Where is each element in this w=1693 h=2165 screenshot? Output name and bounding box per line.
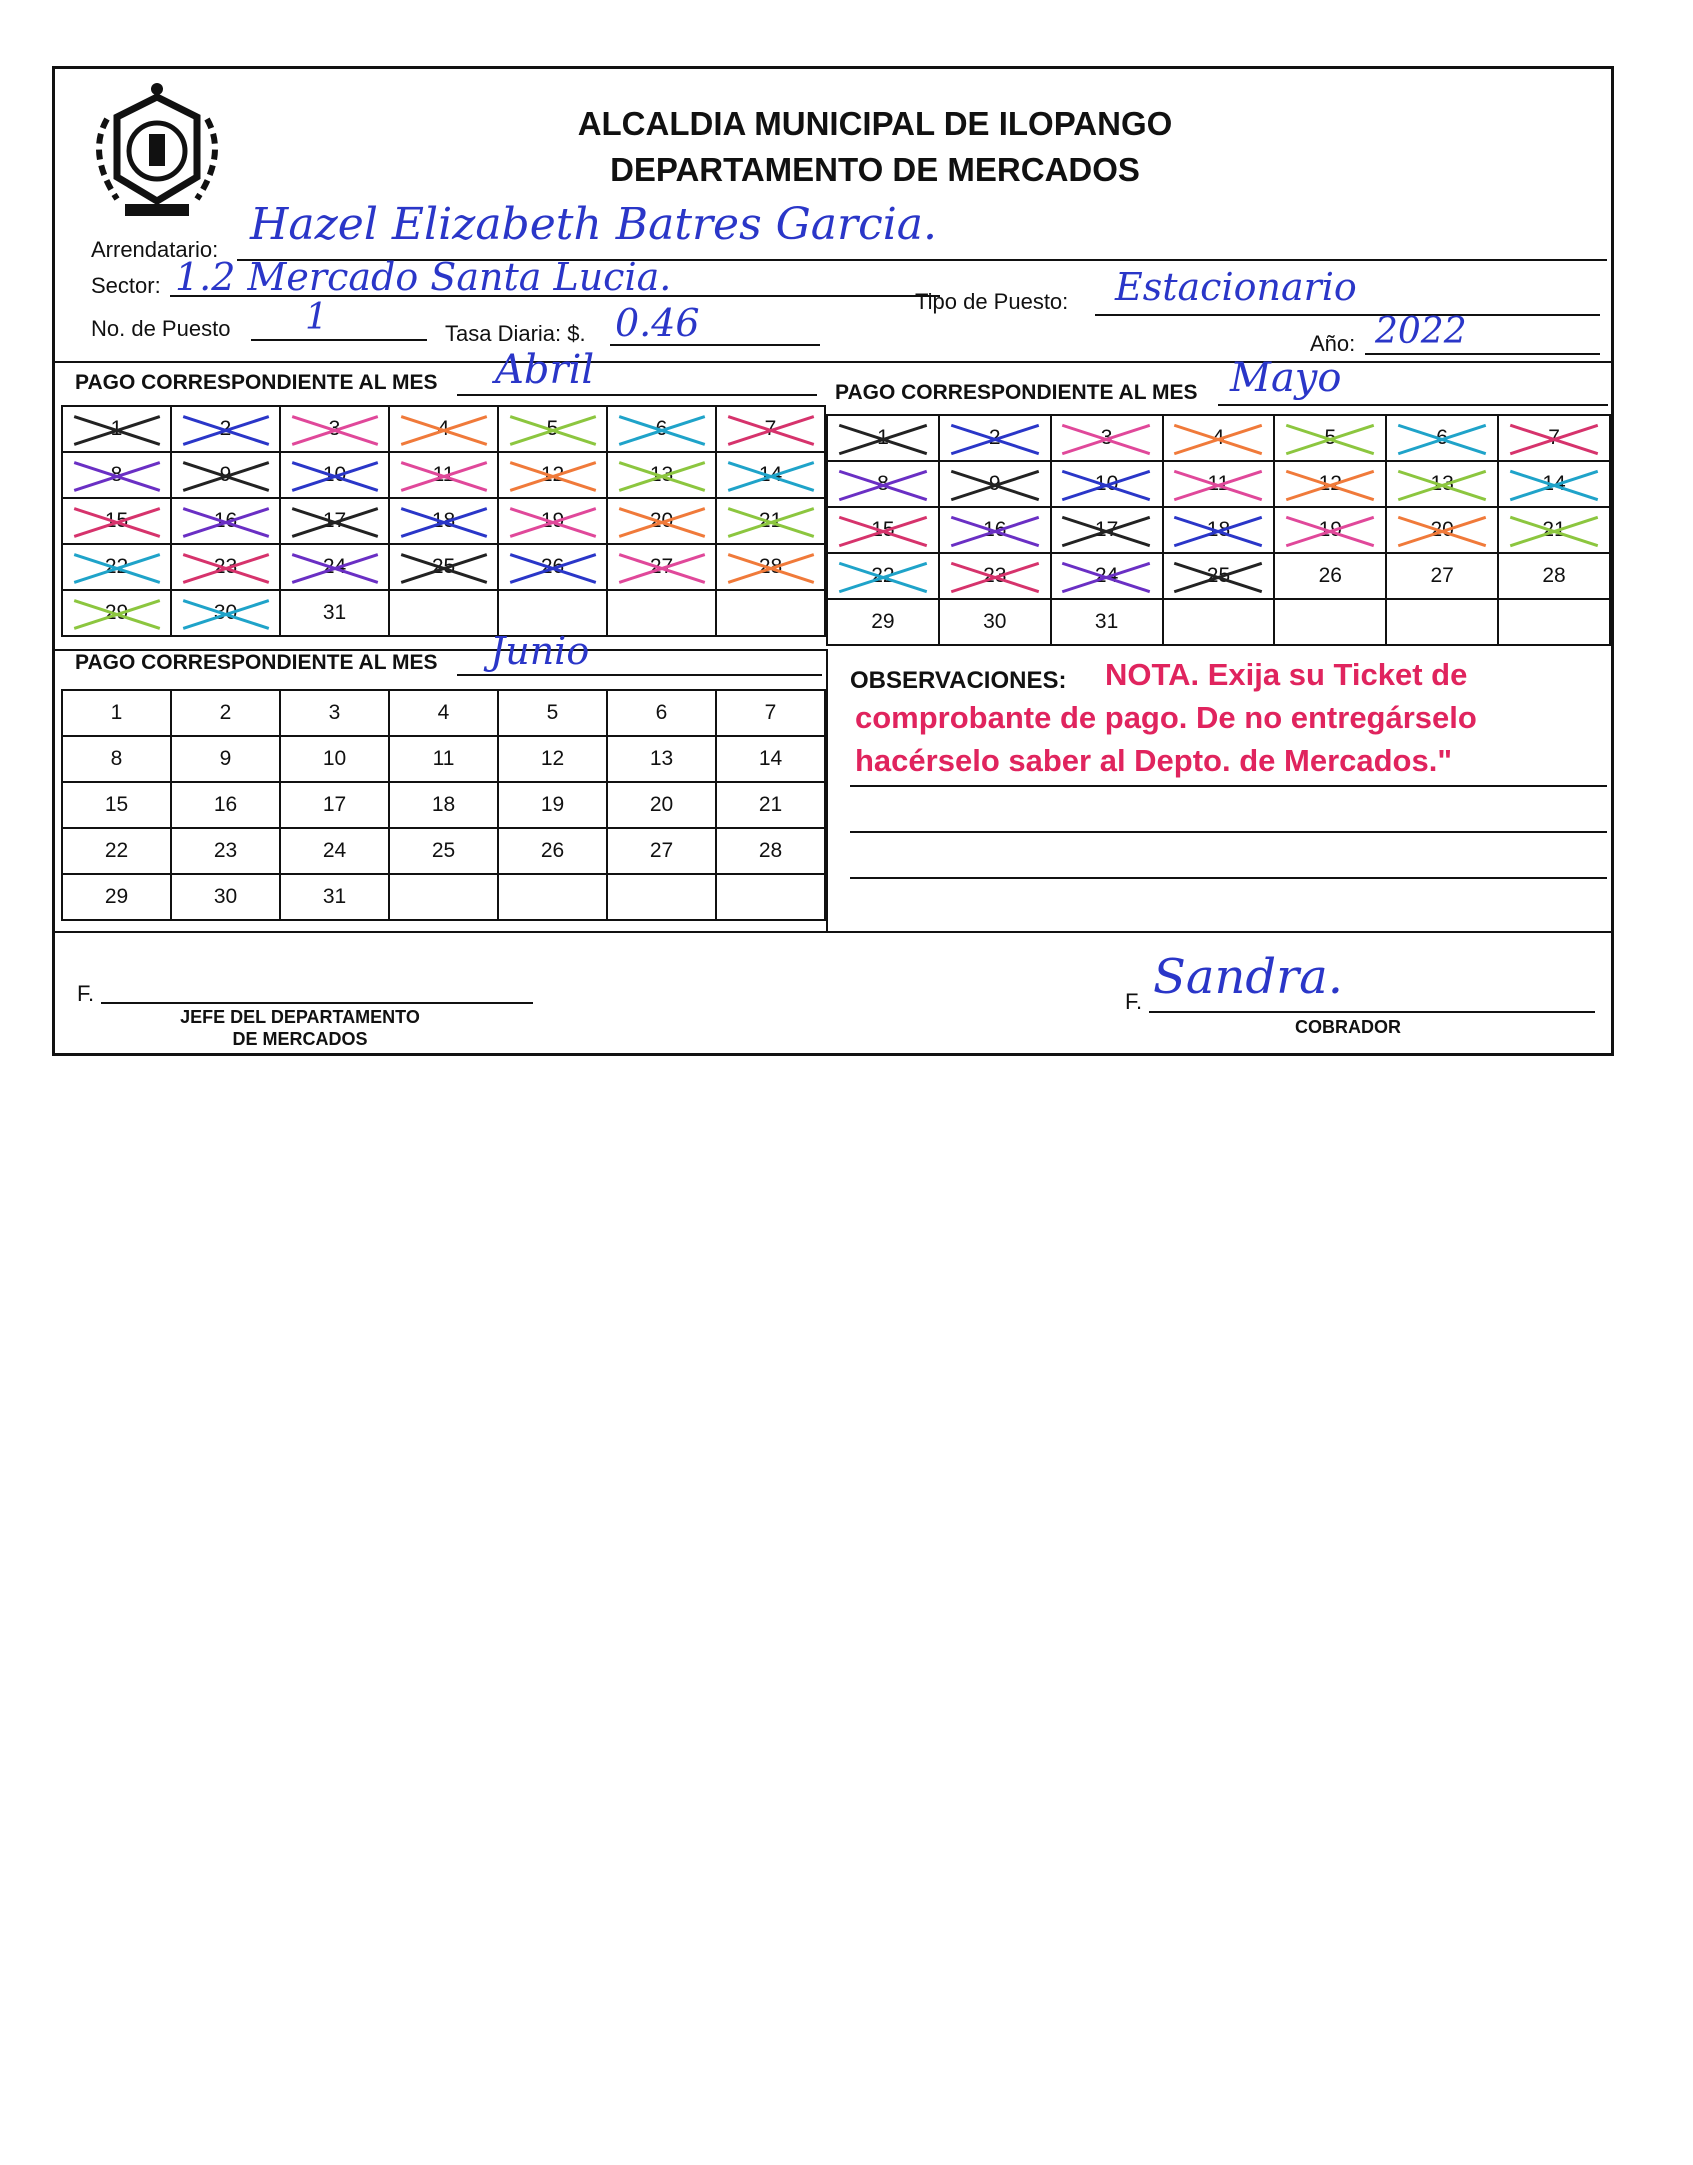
calendar-row <box>62 690 825 736</box>
day-cell-abril-22 <box>62 544 171 590</box>
day-number: 26 <box>540 839 565 862</box>
calendar-row <box>827 415 1610 461</box>
day-number: 4 <box>437 701 450 724</box>
day-number: 23 <box>983 564 1007 587</box>
day-cell-mayo-12 <box>1274 461 1386 507</box>
day-number: 22 <box>104 839 129 862</box>
day-cell-mayo-1 <box>827 415 939 461</box>
day-cell-mayo-6 <box>1386 415 1498 461</box>
day-cell-abril-13 <box>607 452 716 498</box>
day-number: 28 <box>758 839 783 862</box>
day-number: 17 <box>1094 518 1119 541</box>
day-number: 13 <box>649 463 674 486</box>
calendar-row <box>62 874 825 920</box>
jefe-f-label: F. <box>77 981 95 1006</box>
day-number: 27 <box>649 555 674 578</box>
jefe-line2: DE MERCADOS <box>232 1029 368 1049</box>
day-number: 14 <box>758 463 783 486</box>
day-cell-junio-23 <box>171 828 280 874</box>
cobrador-signature: Sandra. <box>1153 949 1343 1005</box>
cobrador-label: COBRADOR <box>1295 1017 1401 1037</box>
day-number: 17 <box>322 509 347 532</box>
day-number: 21 <box>758 793 783 816</box>
day-number: 31 <box>1094 610 1119 633</box>
day-number: 16 <box>983 518 1007 541</box>
day-number: 21 <box>1542 518 1566 541</box>
sector-value: 1.2 Mercado Santa Lucia. <box>175 255 672 299</box>
day-cell-abril-10 <box>280 452 389 498</box>
day-cell-mayo-10 <box>1051 461 1163 507</box>
month-label-junio: PAGO CORRESPONDIENTE AL MES <box>75 651 438 674</box>
day-cell-junio-11 <box>389 736 498 782</box>
day-number: 20 <box>1430 518 1454 541</box>
day-number: 12 <box>540 463 565 486</box>
month-line-mayo <box>1218 404 1608 406</box>
day-cell-abril-6 <box>607 406 716 452</box>
day-number: 7 <box>1548 426 1560 449</box>
day-cell-junio-1 <box>62 690 171 736</box>
day-cell-junio-12 <box>498 736 607 782</box>
day-cell-abril-19 <box>498 498 607 544</box>
day-cell-mayo-27 <box>1386 553 1498 599</box>
day-number: 29 <box>104 601 129 624</box>
municipal-seal-icon <box>77 79 237 224</box>
observaciones-divider <box>826 649 828 931</box>
arrendatario-label: Arrendatario: <box>91 237 219 262</box>
day-cell-abril-11 <box>389 452 498 498</box>
day-cell-mayo-3 <box>1051 415 1163 461</box>
day-cell-junio-25 <box>389 828 498 874</box>
day-number: 6 <box>1436 426 1448 449</box>
day-number: 9 <box>219 463 232 486</box>
day-number: 3 <box>328 417 341 440</box>
day-cell-abril-12 <box>498 452 607 498</box>
day-number: 6 <box>655 417 668 440</box>
day-cell-junio-30 <box>171 874 280 920</box>
puesto-line <box>251 339 427 341</box>
day-number: 11 <box>432 747 455 770</box>
day-number: 2 <box>219 417 232 440</box>
day-cell-abril-21 <box>716 498 825 544</box>
day-number: 19 <box>1318 518 1342 541</box>
day-cell-junio-16 <box>171 782 280 828</box>
calendar-row <box>827 553 1610 599</box>
day-cell-mayo-17 <box>1051 507 1163 553</box>
calendar-row <box>62 452 825 498</box>
day-cell-abril-3 <box>280 406 389 452</box>
day-cell-junio-24 <box>280 828 389 874</box>
cobrador-f-label: F. <box>1125 989 1143 1014</box>
day-cell-junio-31 <box>280 874 389 920</box>
day-cell-mayo-18 <box>1163 507 1275 553</box>
day-number: 22 <box>871 564 895 587</box>
tipo-value: Estacionario <box>1115 265 1357 309</box>
day-cell-mayo-11 <box>1163 461 1275 507</box>
day-cell-mayo-29 <box>827 599 939 645</box>
day-cell-junio-22 <box>62 828 171 874</box>
day-number: 13 <box>649 747 674 770</box>
day-cell-mayo-24 <box>1051 553 1163 599</box>
day-cell-mayo-23 <box>939 553 1051 599</box>
month-value-junio: Junio <box>490 629 590 673</box>
empty-cell <box>1163 599 1275 645</box>
day-number: 11 <box>1207 472 1230 495</box>
empty-cell <box>716 874 825 920</box>
day-number: 15 <box>104 793 129 816</box>
day-number: 12 <box>540 747 565 770</box>
day-number: 29 <box>871 610 895 633</box>
puesto-value: 1 <box>305 297 328 338</box>
day-cell-abril-31 <box>280 590 389 636</box>
day-number: 5 <box>1324 426 1337 449</box>
empty-cell <box>1274 599 1386 645</box>
day-cell-mayo-9 <box>939 461 1051 507</box>
day-number: 14 <box>1542 472 1566 495</box>
day-number: 21 <box>758 509 783 532</box>
day-cell-junio-4 <box>389 690 498 736</box>
empty-cell <box>389 590 498 636</box>
observaciones-label: OBSERVACIONES: <box>850 667 1067 694</box>
calendar-row <box>62 590 825 636</box>
day-number: 31 <box>322 885 347 908</box>
arrendatario-value: Hazel Elizabeth Batres Garcia. <box>250 199 938 250</box>
day-number: 2 <box>988 426 1001 449</box>
day-cell-mayo-8 <box>827 461 939 507</box>
day-cell-abril-23 <box>171 544 280 590</box>
day-cell-junio-2 <box>171 690 280 736</box>
day-cell-mayo-4 <box>1163 415 1275 461</box>
day-number: 16 <box>213 793 238 816</box>
market-payment-card <box>52 66 1614 1056</box>
day-number: 3 <box>1100 426 1113 449</box>
day-cell-abril-26 <box>498 544 607 590</box>
empty-cell <box>498 874 607 920</box>
day-cell-mayo-13 <box>1386 461 1498 507</box>
day-cell-abril-5 <box>498 406 607 452</box>
day-cell-junio-18 <box>389 782 498 828</box>
day-number: 1 <box>110 417 123 440</box>
day-number: 17 <box>322 793 347 816</box>
day-cell-abril-17 <box>280 498 389 544</box>
day-number: 13 <box>1430 472 1454 495</box>
day-cell-mayo-30 <box>939 599 1051 645</box>
day-number: 27 <box>1430 564 1454 587</box>
day-number: 25 <box>431 839 456 862</box>
day-cell-mayo-14 <box>1498 461 1610 507</box>
day-number: 14 <box>758 747 783 770</box>
day-cell-mayo-19 <box>1274 507 1386 553</box>
day-cell-abril-18 <box>389 498 498 544</box>
day-number: 8 <box>110 747 123 770</box>
day-number: 9 <box>988 472 1001 495</box>
month-line-abril <box>457 394 817 396</box>
day-number: 25 <box>431 555 456 578</box>
day-cell-mayo-7 <box>1498 415 1610 461</box>
empty-cell <box>389 874 498 920</box>
day-cell-abril-28 <box>716 544 825 590</box>
day-cell-abril-2 <box>171 406 280 452</box>
day-number: 4 <box>1212 426 1225 449</box>
day-number: 23 <box>213 839 238 862</box>
day-cell-junio-27 <box>607 828 716 874</box>
month-value-mayo: Mayo <box>1230 355 1342 401</box>
day-cell-mayo-26 <box>1274 553 1386 599</box>
day-number: 28 <box>758 555 783 578</box>
day-number: 20 <box>649 509 674 532</box>
anio-line <box>1365 353 1600 355</box>
divider-top <box>55 361 1611 363</box>
day-cell-junio-9 <box>171 736 280 782</box>
day-number: 10 <box>322 747 347 770</box>
day-number: 31 <box>322 601 347 624</box>
calendar-row <box>62 498 825 544</box>
calendar-row <box>827 599 1610 645</box>
empty-cell <box>1386 599 1498 645</box>
empty-cell <box>607 874 716 920</box>
calendar-mayo <box>826 414 1611 646</box>
day-cell-abril-29 <box>62 590 171 636</box>
day-cell-abril-16 <box>171 498 280 544</box>
day-number: 2 <box>219 701 232 724</box>
day-cell-mayo-25 <box>1163 553 1275 599</box>
day-cell-junio-19 <box>498 782 607 828</box>
tipo-line <box>1095 314 1600 316</box>
day-cell-mayo-5 <box>1274 415 1386 461</box>
obs-line-3 <box>850 877 1607 879</box>
day-number: 24 <box>322 839 347 862</box>
calendar-row <box>62 406 825 452</box>
day-cell-junio-21 <box>716 782 825 828</box>
day-cell-junio-17 <box>280 782 389 828</box>
day-number: 25 <box>1206 564 1231 587</box>
day-number: 24 <box>1094 564 1119 587</box>
day-cell-abril-4 <box>389 406 498 452</box>
tipo-label: Tipo de Puesto: <box>915 289 1069 314</box>
day-number: 3 <box>328 701 341 724</box>
day-cell-mayo-22 <box>827 553 939 599</box>
day-number: 5 <box>546 417 559 440</box>
day-number: 6 <box>655 701 668 724</box>
day-number: 1 <box>877 426 889 449</box>
day-cell-mayo-16 <box>939 507 1051 553</box>
header-line1: ALCALDIA MUNICIPAL DE ILOPANGO <box>577 105 1173 142</box>
day-number: 10 <box>1094 472 1119 495</box>
day-number: 30 <box>983 610 1007 633</box>
day-number: 8 <box>877 472 889 495</box>
day-cell-mayo-28 <box>1498 553 1610 599</box>
day-number: 19 <box>540 793 565 816</box>
day-cell-abril-7 <box>716 406 825 452</box>
calendar-junio <box>61 689 826 921</box>
month-label-abril: PAGO CORRESPONDIENTE AL MES <box>75 371 438 394</box>
day-cell-mayo-2 <box>939 415 1051 461</box>
anio-value: 2022 <box>1375 311 1467 352</box>
day-number: 7 <box>764 417 777 440</box>
day-number: 18 <box>1206 518 1231 541</box>
day-number: 15 <box>104 509 129 532</box>
day-cell-abril-27 <box>607 544 716 590</box>
day-number: 23 <box>213 555 238 578</box>
day-number: 15 <box>871 518 895 541</box>
day-cell-abril-24 <box>280 544 389 590</box>
day-number: 29 <box>104 885 129 908</box>
day-number: 8 <box>110 463 123 486</box>
divider-bottom <box>55 931 1611 933</box>
day-number: 4 <box>437 417 450 440</box>
day-cell-abril-30 <box>171 590 280 636</box>
day-cell-abril-1 <box>62 406 171 452</box>
month-line-junio <box>457 674 822 676</box>
day-cell-junio-15 <box>62 782 171 828</box>
calendar-abril <box>61 405 826 637</box>
day-cell-junio-6 <box>607 690 716 736</box>
cobrador-sign-line <box>1149 1011 1595 1013</box>
day-number: 9 <box>219 747 232 770</box>
calendar-row <box>62 544 825 590</box>
empty-cell <box>607 590 716 636</box>
obs-line-2 <box>850 831 1607 833</box>
empty-cell <box>716 590 825 636</box>
observaciones-note: NOTA. Exija su Ticket de comprobante de pago. De no entregárselo hacérselo saber al Depto. de Mercados." <box>855 657 1477 778</box>
day-number: 18 <box>431 509 456 532</box>
day-cell-junio-26 <box>498 828 607 874</box>
day-number: 7 <box>764 701 777 724</box>
calendar-row <box>62 828 825 874</box>
day-cell-junio-3 <box>280 690 389 736</box>
jefe-line1: JEFE DEL DEPARTAMENTO <box>180 1007 420 1027</box>
calendar-row <box>827 507 1610 553</box>
day-cell-junio-5 <box>498 690 607 736</box>
day-cell-abril-25 <box>389 544 498 590</box>
tasa-value: 0.46 <box>615 301 700 345</box>
day-cell-abril-9 <box>171 452 280 498</box>
month-value-abril: Abril <box>495 347 595 393</box>
tasa-label: Tasa Diaria: $. <box>445 321 586 346</box>
day-cell-mayo-20 <box>1386 507 1498 553</box>
day-number: 1 <box>110 701 123 724</box>
day-cell-junio-10 <box>280 736 389 782</box>
day-number: 18 <box>431 793 456 816</box>
day-cell-mayo-31 <box>1051 599 1163 645</box>
day-number: 30 <box>213 601 238 624</box>
day-cell-junio-14 <box>716 736 825 782</box>
day-cell-junio-28 <box>716 828 825 874</box>
day-number: 5 <box>546 701 559 724</box>
day-number: 12 <box>1318 472 1342 495</box>
day-cell-abril-20 <box>607 498 716 544</box>
day-number: 27 <box>649 839 674 862</box>
puesto-label: No. de Puesto <box>91 316 231 341</box>
day-number: 30 <box>213 885 238 908</box>
day-number: 19 <box>540 509 565 532</box>
day-cell-junio-8 <box>62 736 171 782</box>
jefe-sign-line <box>101 1002 533 1004</box>
sector-label: Sector: <box>91 273 161 298</box>
day-number: 10 <box>322 463 347 486</box>
day-cell-junio-13 <box>607 736 716 782</box>
day-number: 24 <box>322 555 347 578</box>
obs-line-1 <box>850 785 1607 787</box>
day-number: 28 <box>1542 564 1566 587</box>
empty-cell <box>1498 599 1610 645</box>
day-cell-junio-29 <box>62 874 171 920</box>
day-cell-mayo-21 <box>1498 507 1610 553</box>
day-cell-abril-8 <box>62 452 171 498</box>
day-number: 20 <box>649 793 674 816</box>
day-cell-abril-15 <box>62 498 171 544</box>
day-cell-junio-20 <box>607 782 716 828</box>
day-number: 16 <box>213 509 238 532</box>
day-cell-mayo-15 <box>827 507 939 553</box>
day-cell-junio-7 <box>716 690 825 736</box>
calendar-row <box>62 736 825 782</box>
calendar-row <box>62 782 825 828</box>
day-number: 11 <box>432 463 455 486</box>
day-number: 22 <box>104 555 129 578</box>
month-label-mayo: PAGO CORRESPONDIENTE AL MES <box>835 381 1198 404</box>
day-number: 26 <box>540 555 565 578</box>
day-cell-abril-14 <box>716 452 825 498</box>
calendar-row <box>827 461 1610 507</box>
header-line2: DEPARTAMENTO DE MERCADOS <box>610 151 1140 188</box>
anio-label: Año: <box>1310 331 1356 356</box>
day-number: 26 <box>1318 564 1342 587</box>
